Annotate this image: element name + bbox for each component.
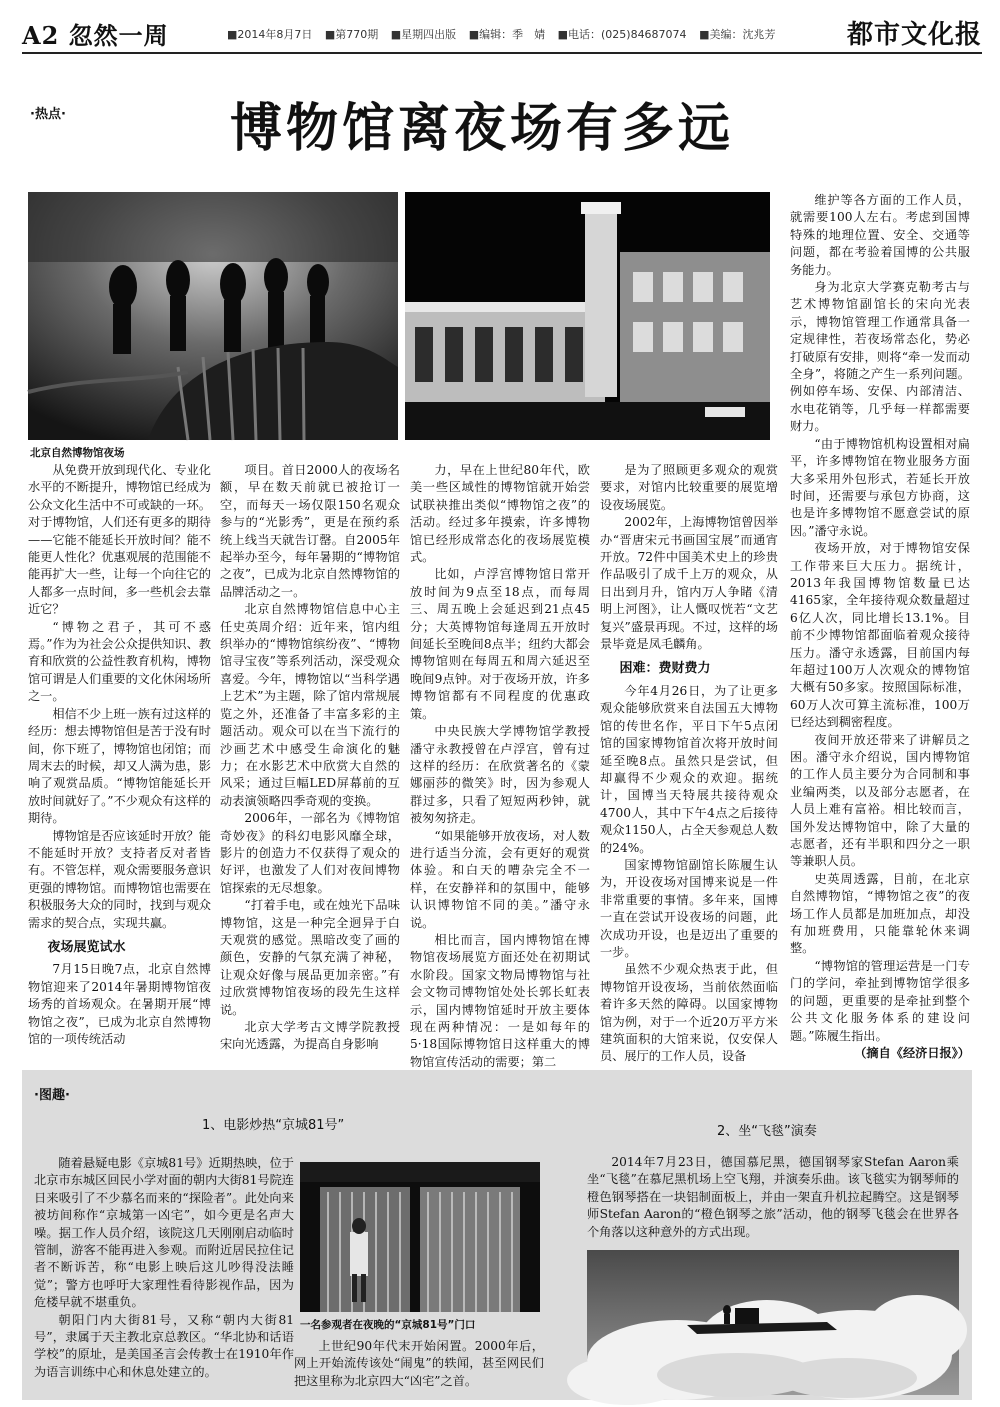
issue-date: ■2014年8月7日 — [227, 28, 313, 41]
paragraph: 2006年，一部名为《博物馆奇妙夜》的科幻电影风靡全球，影片的创造力不仅获得了观众的好评，也激发了人们对夜间博物馆探索的无尽想象。 — [220, 811, 400, 895]
paragraph: 相信不少上班一族有过这样的经历：想去博物馆但是苦于没有时间，你下班了，博物馆也闭馆；而周末去的时候，却又人满为患，影响了观赏品质。“博物馆能延长开放时间就好了。”不少观众有这样的期待。 — [28, 706, 211, 826]
paragraph: 中央民族大学博物馆学教授潘守永教授曾在卢浮宫，曾有过这样的经历：在欣赏著名的《蒙娜丽莎的微笑》时，因为参观人群过多，只看了短短两秒钟，就被匆匆挤走。 — [410, 724, 590, 826]
story-1-continued — [294, 1338, 544, 1398]
paragraph: 力，早在上世纪80年代，欧美一些区域性的博物馆就开始尝试联袂推出类似“博物馆之夜”的活动。经过多年摸索，许多博物馆已经形成常态化的夜场展览模式。 — [410, 463, 590, 565]
flying-piano-photo-art — [587, 1250, 959, 1395]
story-1-text — [34, 1155, 294, 1400]
section-tag: ·热点· — [30, 107, 66, 122]
section-heading: 夜场展览试水 — [47, 939, 126, 955]
article-column-4 — [600, 462, 778, 1064]
paragraph: 7月15日晚7点，北京自然博物馆迎来了2014年暑期博物馆夜场秀的首场观众。在暑期开展“博物馆之夜”，已成为北京自然博物馆的一项传统活动 — [28, 962, 211, 1046]
article-column-5 — [790, 192, 970, 1060]
museum-night-photo — [28, 192, 398, 440]
paragraph: 从免费开放到现代化、专业化水平的不断提升，博物馆已经成为公众文化生活中不可或缺的一环。对于博物馆，人们还有更多的期待——它能不能延长开放时间？能不能更人性化？优惠观展的范围能不能再扩大一些，让每一个向往它的人都多一点时间，多一些机会去靠近它？ — [28, 463, 211, 617]
jingcheng-81-photo-art — [300, 1162, 540, 1312]
paragraph: “如果能够开放夜场，对人数进行适当分流，会有更好的观赏体验。和白天的嘈杂完全不一样，在安静祥和的氛围中，能够认识博物馆不同的美。”潘守永说。 — [410, 828, 590, 930]
paragraph: 夜场开放，对于博物馆安保工作带来巨大压力。据统计，2013年我国博物馆数量已达4165家，全年接待观众数量超过6亿人次，同比增长13.1%。目前不少博物馆都面临着观众接待压力。潘守永透露，目前国内每年超过100万人次观众的博物馆大概有50多家。按照国际标准，60万人次可算主流标准，100万已经达到稠密程度。 — [790, 541, 970, 730]
paragraph: 项目。首日2000人的夜场名额，早在数天前就已被抢订一空，而每天一场仅限150名观众参与的“光影秀”，更是在预约系统上线当天就告订罄。自2005年起举办至今，每年暑期的“博物馆之夜”，已成为北京自然博物馆的品牌活动之一。 — [220, 463, 400, 599]
paragraph: “博物馆的管理运营是一门专门的学问，牵扯到博物馆学很多的问题，更重要的是牵扯到整个公共文化服务体系的建设问题。”陈履生指出。 — [790, 958, 970, 1043]
issue-designer: ■美编：沈兆芳 — [699, 28, 776, 41]
paragraph: 夜间开放还带来了讲解员之困。潘守永介绍说，国内博物馆的工作人员主要分为合同制和事业编两类，以及部分志愿者，在人员上难有富裕。相比较而言，国外发达博物馆中，除了大量的志愿者，还有半职和四分之一职等兼职人员。 — [790, 732, 970, 869]
article-column-2 — [220, 462, 400, 1052]
article-column-1 — [28, 462, 211, 1047]
article-headline: 博物馆离夜场有多远 — [230, 98, 735, 159]
paragraph: 比如，卢浮宫博物馆日常开放时间为9点至18点，而每周三、周五晚上会延迟到21点45分；大英博物馆每逢周五开放时间延长至晚间8点半；纽约大都会博物馆则在每周五和周六延迟至晚间9点钟。对于夜场开放，许多博物馆都有不同程度的优惠政策。 — [410, 567, 590, 721]
story-title: 1、电影炒热“京城81号” — [202, 1118, 345, 1133]
paragraph: 随着悬疑电影《京城81号》近期热映，位于北京市东城区回民小学对面的朝内大街81号院连日来吸引了不少慕名而来的“探险者”。此处向来被坊间称作“京城第一凶宅”，如今更是名声大噪。据工作人员介绍，该院这几天刚刚启动临时管制，游客不能再进入参观。而附近居民拉住记者不断诉苦，称“电影上映后这儿吵得没法睡觉”；警方也呼吁大家理性看待影视作品，因为危楼早就不堪重负。 — [34, 1156, 294, 1310]
paragraph: 虽然不少观众热衷于此，但博物馆开设夜场，当前依然面临着许多天然的障碍。以国家博物馆为例，对于一个近20万平方米建筑面积的大馆来说，仅安保人员、展厅的工作人员，设备 — [600, 962, 778, 1064]
section-heading: 困难：费财费力 — [619, 661, 711, 677]
story-2-text — [587, 1154, 959, 1249]
issue-weekday: ■星期四出版 — [390, 28, 457, 41]
museum-night-photo-art — [28, 192, 398, 440]
story-title: 2、坐“飞毯”演奏 — [717, 1124, 817, 1139]
paragraph: 上世纪90年代末开始闲置。2000年后，网上开始流传该处“闹鬼”的轶闻，甚至网民们把这里称为北京四大“凶宅”之首。 — [294, 1339, 544, 1388]
paragraph: 北京自然博物馆信息中心主任史英周介绍：近年来，馆内组织举办的“博物馆缤纷夜”、“博物馆寻宝夜”等系列活动，深受观众喜爱。今年，博物馆以“当科学遇上艺术”为主题，除了馆内常规展览之外，还准备了丰富多彩的主题活动。观众可以在当下流行的沙画艺术中感受生命演化的魅力；在水影艺术中欣赏大自然的风采；通过巨幅LED屏幕前的互动表演领略四季奇观的变换。 — [220, 602, 400, 808]
paragraph: 2014年7月23日，德国慕尼黑，德国钢琴家Stefan Aaron乘坐“飞毯”在慕尼黑机场上空飞翔，并演奏乐曲。该飞毯实为钢琴师的橙色钢琴搭在一块铝制面板上，并由一架直升机拉起腾空。这是钢琴师Stefan Aaron的“橙色钢琴之旅”活动，他的钢琴飞毯会在世界各个角落以这种意外的方式出现。 — [587, 1155, 959, 1239]
issue-phone: ■电话：(025)84687074 — [557, 28, 687, 41]
flying-piano-photo — [587, 1250, 959, 1395]
issue-editor: ■编辑：季 婧 — [468, 28, 546, 41]
page-header — [22, 14, 982, 54]
issue-meta — [227, 26, 784, 42]
photo-caption: 北京自然博物馆夜场 — [30, 447, 125, 459]
paragraph: 博物馆是否应该延时开放？能不能延时开放？支持者反对者皆有。不管怎样，观众需要服务意识更强的博物馆。而博物馆也需要在积极服务大众的同时，找到与观众需求的契合点，实现共赢。 — [28, 828, 211, 930]
paragraph: 相比而言，国内博物馆在博物馆夜场展览方面还处在初期试水阶段。国家文物局博物馆与社会文物司博物馆处处长郭长虹表示，国内博物馆延时开放主要体现在两种情况：一是如每年的5·18国际博物馆日这样重大的博物馆宣传活动的需要；第二 — [410, 932, 590, 1069]
paragraph: 朝阳门内大街81号，又称“朝内大街81号”，隶属于天主教北京总教区。“华北协和话语学校”的原址，是美国圣言会传教士在1910年作为语言训练中心和休息处建立的。 — [34, 1312, 294, 1379]
paragraph: 2002年，上海博物馆曾因举办“晋唐宋元书画国宝展”而通宵开放。72件中国美术史上的珍贵作品吸引了成千上万的观众，从日出到月升，馆内万人争睹《清明上河图》，让人慨叹恍若“文艺复兴”盛景再现。不过，这样的场景毕竟是凤毛麟角。 — [600, 515, 778, 652]
paragraph: “打着手电，或在烛光下品味博物馆，这是一种完全迥异于白天观赏的感觉。黑暗改变了画的颜色，安静的气氛充满了神秘，让观众好像与展品更加亲密。”有过欣赏博物馆夜场的段先生这样说。 — [220, 898, 400, 1017]
paragraph: 史英周透露，目前，在北京自然博物馆，“博物馆之夜”的夜场工作人员都是加班加点，却没有加班费用，只能靠轮休来调整。 — [790, 871, 970, 956]
paragraph: 今年4月26日，为了让更多观众能够欣赏来自法国五大博物馆的传世名作，平日下午5点闭馆的国家博物馆首次将开放时间延至晚8点。虽然只是尝试，但却赢得不少观众的欢迎。据统计，国博当天特展共接待观众4700人，其中下午4点之后接待观众1150人，占全天参观总人数的24%。 — [600, 683, 778, 855]
page-section-title: A2 忽然一周 — [22, 21, 169, 50]
issue-number: ■第770期 — [324, 28, 379, 41]
jingcheng-81-photo — [300, 1162, 540, 1312]
section-tag: ·图趣· — [34, 1088, 70, 1103]
museum-building-photo-art — [405, 192, 770, 440]
article-column-3 — [410, 462, 590, 1069]
museum-building-photo — [405, 192, 770, 440]
paragraph: 北京大学考古文博学院教授宋向光透露，为提高自身影响 — [220, 1020, 400, 1052]
newspaper-masthead: 都市文化报 — [846, 20, 982, 50]
paragraph: “博物之君子，其可不惑焉。”作为为社会公众提供知识、教育和欣赏的公益性教育机构，博物馆可谓是人们重要的文化休闲场所之一。 — [28, 619, 211, 704]
fun-pictures-panel — [22, 1070, 972, 1400]
photo-caption: 一名参观者在夜晚的“京城81号”门口 — [300, 1319, 476, 1331]
paragraph: “由于博物馆机构设置相对扁平，许多博物馆在物业服务方面大多采用外包形式，若延长开放时间，还需要与承包方协商，这也是许多博物馆不愿意尝试的原因。”潘守永说。 — [790, 436, 970, 538]
paragraph: 国家博物馆副馆长陈履生认为，开设夜场对国博来说是一件非常重要的事情。多年来，国博一直在尝试开设夜场的问题，此次成功开设，也是迈出了重要的一步。 — [600, 857, 778, 959]
article-source: （摘自《经济日报》） — [854, 1045, 970, 1060]
paragraph: 维护等各方面的工作人员，就需要100人左右。考虑到国博特殊的地理位置、安全、交通等问题，都在考验着国博的公共服务能力。 — [790, 193, 970, 277]
paragraph: 是为了照顾更多观众的观赏要求，对馆内比较重要的展览增设夜场展览。 — [600, 463, 778, 512]
paragraph: 身为北京大学赛克勒考古与艺术博物馆副馆长的宋向光表示，博物馆管理工作通常具备一定规律性，若夜场常态化，势必打破原有安排，则将“牵一发而动全身”，将随之产生一系列问题。例如停车场、安保、内部清洁、水电花销等，几乎每一样都需要财力。 — [790, 280, 970, 434]
